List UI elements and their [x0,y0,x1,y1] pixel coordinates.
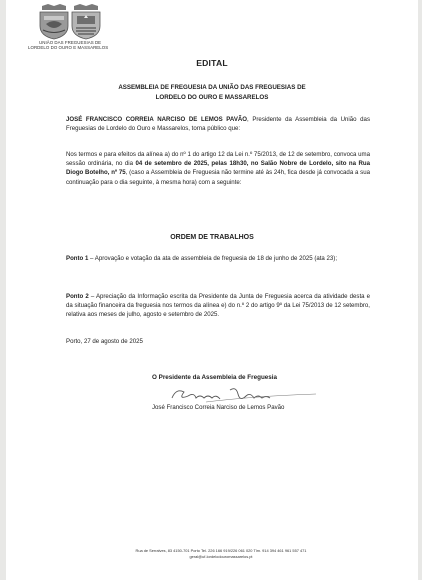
agenda-point-1-label: Ponto 1 [66,255,89,262]
president-name: JOSÉ FRANCISCO CORREIA NARCISO DE LEMOS PAVÃO [66,116,248,123]
coat-of-arms-logos [36,4,102,40]
agenda-point-2-text: – Apreciação da Informação escrita da Presidente da Junta de Freguesia acerca da atividade desta e da situação financeira da freguesia nos termos da alínea e) do n.º 2 do artigo 9º da Lei 75/2013 de 12 setembro, relativa aos meses de julho, agosto e setembro de 2025. [66,293,370,319]
organization-name-line1: UNIÃO DAS FREGUESIAS DE [39,40,102,45]
organization-name-line2: LORDELO DO OURO E MASSARELOS [28,45,109,51]
footer-email: geral@uf-lordelodouromassarelos.pt [189,554,253,560]
lordelo-coat-of-arms-icon [40,4,68,39]
notice-text-start: Nos termos e para efeitos da alínea a) do nº 1 do artigo 12 da Lei n.º 75/2013, de 12 de setembro, convoca uma sessão ordinária, no dia [66,151,370,168]
date-place: Porto, 27 de agosto de 2025 [66,338,143,345]
signatory-title: O Presidente da Assembleia de Freguesia [152,374,278,381]
agenda-point-1-text: – Aprovação e votação da ata de assembleia de freguesia de 18 de junho de 2025 (ata 23); [88,255,338,262]
signatory-name: José Francisco Correia Narciso de Lemos Pavão [152,404,285,411]
assembly-heading [6,83,418,102]
session-date-location: 04 de setembro de 2025, pelas 18h30, no Salão Nobre de Lordelo, sito na Rua Diogo Botelho, nº 75 [66,160,370,177]
right-edge-shadow [418,0,422,580]
agenda-point-2-label: Ponto 2 [66,293,89,300]
massarelos-coat-of-arms-icon [72,4,100,39]
agenda-point-1 [66,254,370,263]
footer-contact-line: Rua de Serralves, 83 4150-701 Porto Tel. 226 166 919/226 061 020 Tlm. 914 394 461 961 557 471 [135,548,307,553]
document-title: EDITAL [196,58,228,68]
notice-paragraph [66,150,370,187]
assembly-heading-line1: ASSEMBLEIA DE FREGUESIA DA UNIÃO DAS FREGUESIAS DE [118,84,306,91]
agenda-title: ORDEM DE TRABALHOS [170,234,254,241]
intro-text: , Presidente da Assembleia da União das Freguesias de Lordelo do Ouro e Massarelos, torna público que: [66,116,370,133]
document-page [6,0,418,580]
agenda-point-2 [66,292,370,320]
organization-name [28,40,118,50]
page-footer [96,548,346,560]
intro-paragraph [66,115,370,133]
notice-text-end: , (caso a Assembleia de Freguesia não termine até às 24h, fica desde já convocada a sua continuação para o dia seguinte, à mesma hora) com a seguinte: [66,169,370,186]
assembly-heading-line2: LORDELO DO OURO E MASSARELOS [155,93,269,101]
